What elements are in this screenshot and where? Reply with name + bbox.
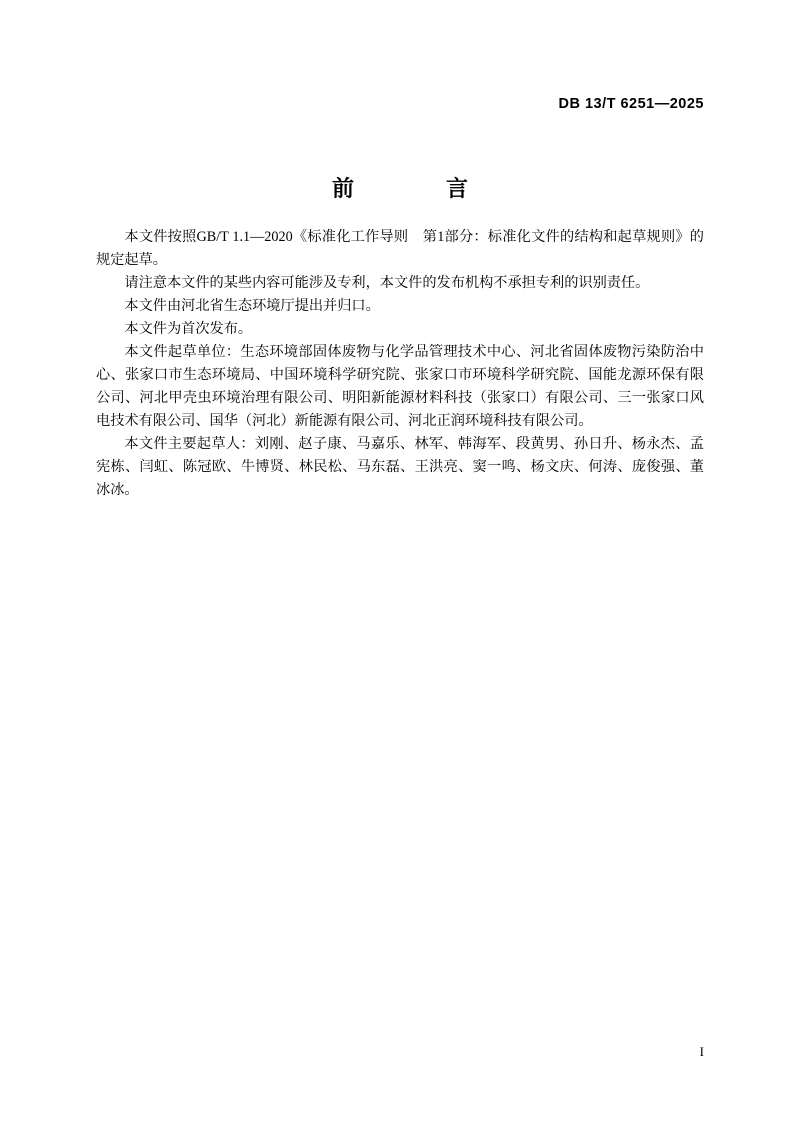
foreword-paragraph: 请注意本文件的某些内容可能涉及专利，本文件的发布机构不承担专利的识别责任。 [124, 275, 650, 291]
foreword-paragraph: 本文件由河北省生态环境厅提出并归口。 [124, 298, 380, 314]
foreword-paragraph: 本文件为首次发布。 [124, 321, 253, 337]
page-title: 前 言 [331, 176, 484, 201]
foreword-body [96, 226, 704, 502]
foreword-paragraph: 本文件按照GB/T 1.1—2020《标准化工作导则 第1部分：标准化文件的结构和起草规则》的规定起草。 [96, 229, 704, 268]
foreword-paragraph-drafting-units: 本文件起草单位：生态环境部固体废物与化学品管理技术中心、河北省固体废物污染防治中心、张家口市生态环境局、中国环境科学研究院、张家口市环境科学研究院、国能龙源环保有限公司、河北甲壳虫环境治理有限公司、明阳新能源材料科技（张家口）有限公司、三一张家口风电技术有限公司、国华（河北）新能源有限公司、河北正润环境科技有限公司。 [96, 344, 704, 429]
page-number: I [699, 1044, 704, 1059]
foreword-paragraph-drafters: 本文件主要起草人：刘刚、赵子康、马嘉乐、林军、韩海军、段黄男、孙日升、杨永杰、孟宪栋、闫虹、陈冠欧、牛博贤、林民松、马东磊、王洪亮、窦一鸣、杨文庆、何涛、庞俊强、董冰冰。 [96, 436, 704, 498]
page-header-standard-number: DB 13/T 6251—2025 [558, 96, 704, 112]
